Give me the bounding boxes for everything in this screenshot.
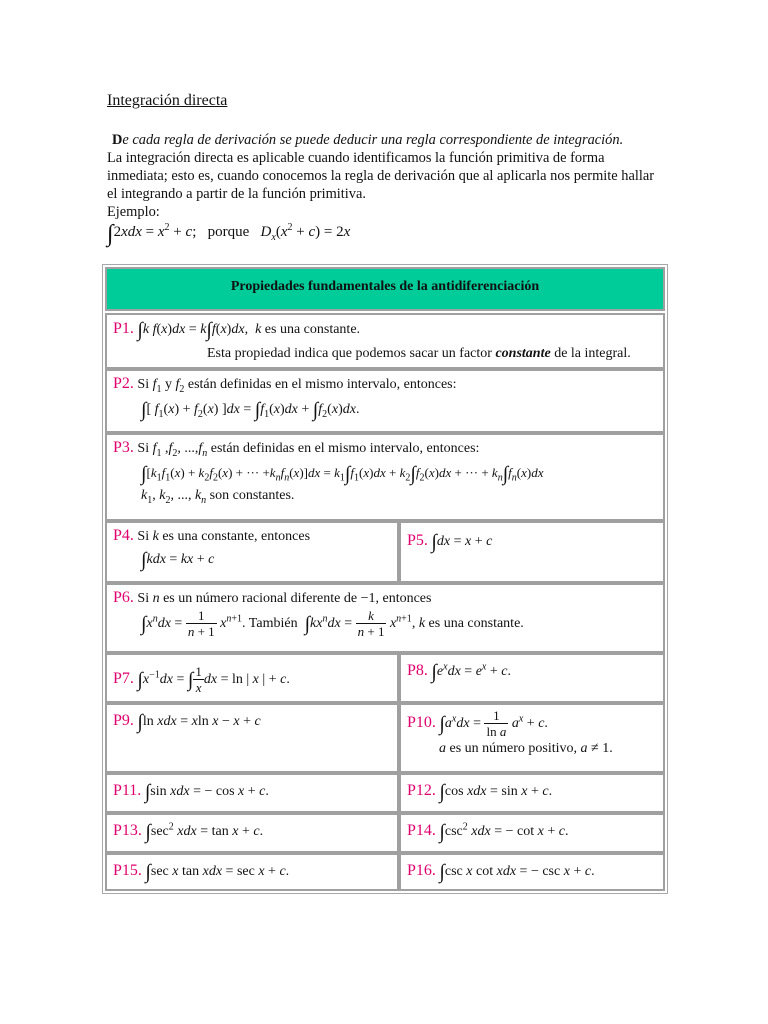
- p6-label: P6.: [113, 589, 134, 606]
- p16-label: P16.: [407, 862, 436, 879]
- property-p6: P6. Si n es un número racional diferente de −1, entonces $\int x^ndx$ = $\frac{1}{n + 1}$ $x^{n+1}$. También $\int kx^ndx$ = $\frac{k}{n + 1}$ $x^{n+1}$, k es una constante.: [105, 583, 665, 653]
- p11-label: P11.: [113, 782, 142, 799]
- property-p1: P1. ∫k f(x)dx = k∫f(x)dx, k es una constante. Esta propiedad indica que podemos sacar un factor constante de la integral.: [105, 313, 665, 369]
- p10-label: P10.: [407, 714, 436, 732]
- property-p12: P12. ∫cos xdx = sin x + c.: [399, 773, 665, 813]
- page-title: Integración directa: [107, 92, 228, 109]
- p1-label: P1.: [113, 320, 134, 337]
- p14-label: P14.: [407, 822, 436, 839]
- property-p15: P15. ∫sec x tan xdx = sec x + c.: [105, 853, 399, 891]
- property-p11: P11. ∫sin xdx = − cos x + c.: [105, 773, 399, 813]
- p7-label: P7.: [113, 670, 134, 688]
- p5-label: P5.: [407, 532, 428, 549]
- p4-label: P4.: [113, 527, 134, 544]
- intro-lead: De cada regla de derivación se puede deducir una regla correspondiente de integración.: [112, 132, 624, 148]
- p2-label: P2.: [113, 375, 134, 392]
- p8-label: P8.: [407, 662, 428, 679]
- property-p9: P9. ∫ln xdx = xln x − x + c: [105, 703, 399, 773]
- properties-table: [102, 264, 668, 894]
- intro-paragraph: [107, 131, 667, 221]
- property-p14: P14. $\int\csc^2$ xdx = − cot x + c.: [399, 813, 665, 853]
- p15-label: P15.: [113, 862, 142, 879]
- example-label: Ejemplo:: [107, 204, 160, 220]
- property-p13: P13. $\int\sec^2$ xdx = tan x + c.: [105, 813, 399, 853]
- intro-body: La integración directa es aplicable cuando identificamos la función primitiva de forma inmediata; esto es, cuando conocemos la regla de derivación que al aplicarla nos permite hallar el integrando a partir de la función primitiva.: [107, 150, 655, 202]
- property-p16: P16. ∫csc x cot xdx = − csc x + c.: [399, 853, 665, 891]
- p3-label: P3.: [113, 439, 134, 456]
- p13-label: P13.: [113, 822, 142, 839]
- property-p8: P8. $\int e^xdx = e^x + c$.: [399, 653, 665, 703]
- property-p5: P5. ∫dx = x + c: [399, 521, 665, 583]
- p12-label: P12.: [407, 782, 436, 799]
- property-p7: P7. $\int x^{-1}dx$ = ∫ $\frac{1}{x}$ dx = ln | x | + c.: [105, 653, 399, 703]
- p9-label: P9.: [113, 712, 134, 729]
- property-p4: P4. Si k es una constante, entonces ∫kdx = kx + c: [105, 521, 399, 583]
- property-p2: P2. Si $f_1$ y $f_2$ están definidas en el mismo intervalo, entonces: ∫[ $f_1(x) + f_2(x) ]dx = \int f_1(x)dx + \int f_2(x)dx$.: [105, 369, 665, 433]
- property-p3: P3. Si $f_1$ $,f_2$, $...,f_n$ están definidas en el mismo intervalo, entonces: $\int[k_1f_1(x) + k_2f_2(x)$ + ··· $+k_nf_n(x)]dx = k_1\int f_1(x)dx + k_2\int f_2(x)dx$ + ··· + $k_n\int f_n(x)dx$ $k_1$, $k_2$, ..., $k_n$ son constantes.: [105, 433, 665, 521]
- table-header: Propiedades fundamentales de la antidiferenciación: [105, 267, 665, 311]
- example-equation: $\int 2xdx = x^2 + c$; porque $D_x(x^2 + c) = 2x$: [107, 221, 351, 247]
- property-p10: P10. $\int a^xdx$ = $\frac{1}{\text{ln a}}$ $a^x + c$. a es un número positivo, a ≠ 1.: [399, 703, 665, 773]
